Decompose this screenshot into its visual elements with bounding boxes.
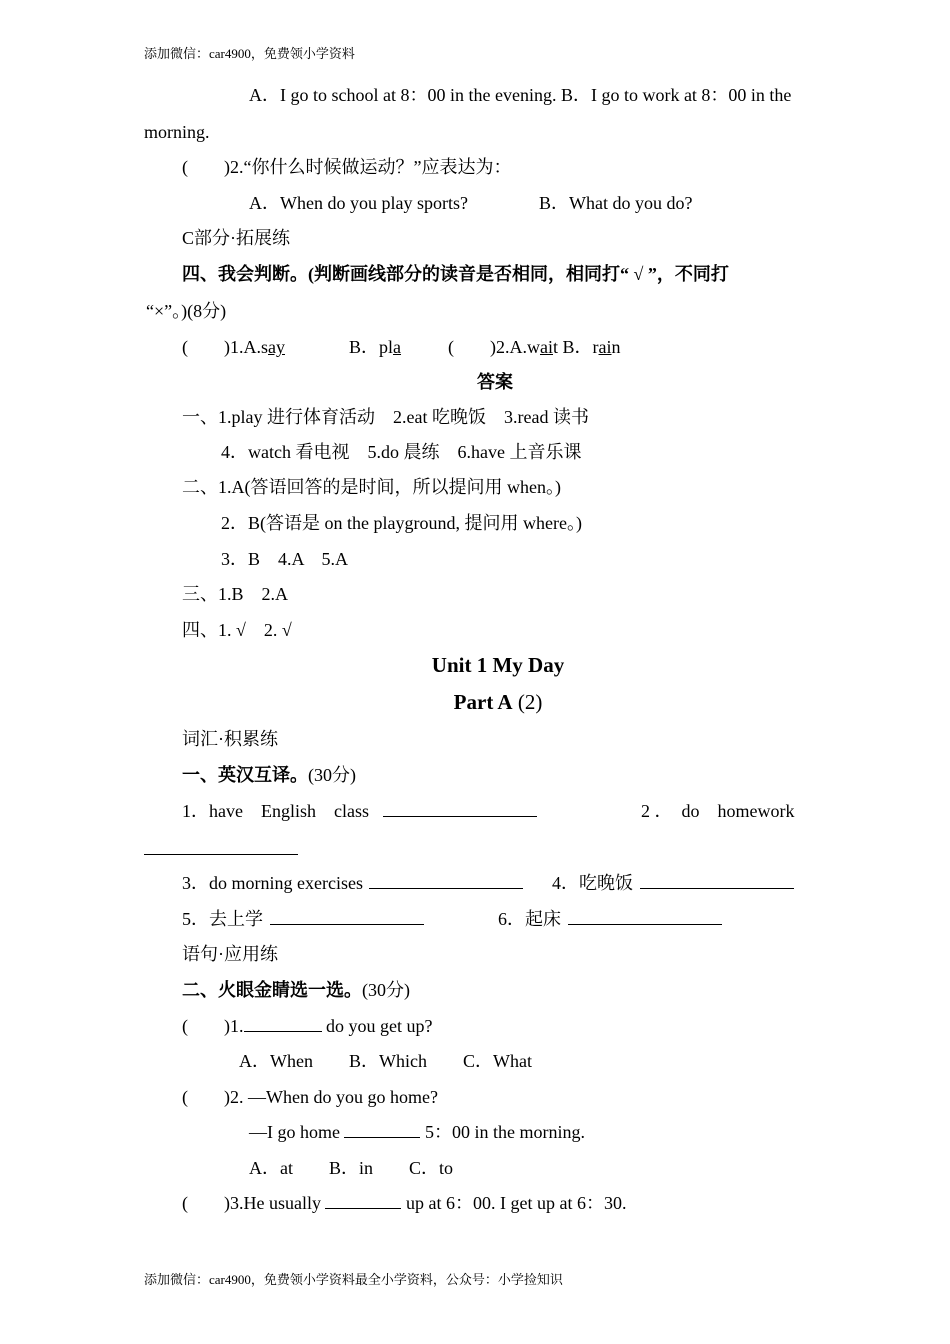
page-footer: 添加微信：car4900，免费领小学资料最全小学资料，公众号：小学捡知识 <box>144 1272 563 1287</box>
answer-blank[interactable] <box>383 800 537 817</box>
judge-title: 四、我会判断。(判断画线部分的读音是否相同，相同打“ √ ”，不同打 <box>182 264 729 284</box>
answer-blank[interactable] <box>244 1015 322 1032</box>
q1-title-text: 一、英汉互译。 <box>182 765 308 785</box>
vocab-item-5 <box>182 908 424 930</box>
judge-item-1-b <box>349 336 401 358</box>
part-number: (2) <box>512 690 543 714</box>
judge-text: ( )2.A.w <box>448 337 540 357</box>
sentence-section-heading: 语句·应用练 <box>182 944 278 964</box>
choice-item-1-options: A．When B．Which C．What <box>239 1051 532 1071</box>
prev-q1-options-cont: morning. <box>144 122 210 142</box>
choice-text: 5：00 in the morning. <box>420 1122 585 1142</box>
choice-text: ( )3.He usually <box>182 1193 326 1213</box>
underlined-letters: ai <box>540 337 553 357</box>
underlined-letters: a <box>393 337 402 357</box>
part-label: Part A <box>453 690 513 714</box>
vocab-prompt: 4．吃晚饭 <box>552 873 633 893</box>
q1-title <box>182 764 356 786</box>
underlined-letters: ai <box>598 337 612 357</box>
choice-text: ( )1. <box>182 1016 244 1036</box>
judge-title-cont: “×”。)(8分) <box>146 301 227 321</box>
choice-item-2: ( )2. —When do you go home? <box>182 1087 438 1107</box>
choice-item-2-options: A．at B．in C．to <box>249 1158 454 1178</box>
choice-text: up at 6：00. I get up at 6：30. <box>401 1193 627 1213</box>
prev-q1-options: A．I go to school at 8：00 in the evening. B．I go to work at 8：00 in the <box>249 85 792 105</box>
vocab-prompt: 5．去上学 <box>182 909 263 929</box>
answer-blank[interactable] <box>344 1121 420 1138</box>
answer-line: 3．B 4.A 5.A <box>221 549 349 569</box>
vocab-item-1 <box>182 800 537 822</box>
q2-title <box>182 979 410 1001</box>
answer-blank[interactable] <box>325 1192 401 1209</box>
prev-q2-option-a: A．When do you play sports? <box>249 193 468 213</box>
vocab-item-3 <box>182 872 523 894</box>
answer-line: 四、1. √ 2. √ <box>182 620 292 640</box>
vocab-item-2: 2 ． do homework <box>641 801 795 821</box>
choice-item-3 <box>182 1192 626 1214</box>
answer-line: 2．B(答语是 on the playground, 提问用 where。) <box>221 513 582 533</box>
prev-q2-option-b: B．What do you do? <box>539 193 693 213</box>
answer-line: 一、1.play 进行体育活动 2.eat 吃晚饭 3.read 读书 <box>182 407 589 427</box>
judge-item-2 <box>448 336 621 358</box>
vocab-prompt: 6．起床 <box>498 909 561 929</box>
answer-blank[interactable] <box>270 908 424 925</box>
vocab-item-6 <box>498 908 722 930</box>
judge-text: ( )1.A.s <box>182 337 268 357</box>
answer-blank[interactable] <box>568 908 722 925</box>
vocab-item-4 <box>552 872 794 894</box>
part-title <box>0 691 950 713</box>
vocab-item-2-blank-line <box>144 838 298 860</box>
judge-item-1-a <box>182 336 285 358</box>
choice-item-1 <box>182 1015 432 1037</box>
q2-score: (30分) <box>362 980 410 1000</box>
answer-line: 三、1.B 2.A <box>182 584 289 604</box>
judge-text: B．pl <box>349 337 394 357</box>
vocab-prompt: 1．have English class <box>182 801 369 821</box>
answers-title: 答案 <box>477 372 513 392</box>
q2-title-text: 二、火眼金睛选一选。 <box>182 980 362 1000</box>
judge-text: n <box>611 337 621 357</box>
answer-blank[interactable] <box>640 872 794 889</box>
section-c-heading: C部分·拓展练 <box>182 228 290 248</box>
answer-line: 4．watch 看电视 5.do 晨练 6.have 上音乐课 <box>221 442 582 462</box>
underlined-letters: ay <box>268 337 285 357</box>
judge-text: t B．r <box>553 337 599 357</box>
answer-blank[interactable] <box>369 872 523 889</box>
choice-text: do you get up? <box>321 1016 433 1036</box>
unit-title: Unit 1 My Day <box>431 653 565 677</box>
choice-text: —I go home <box>249 1122 345 1142</box>
answer-blank[interactable] <box>144 838 298 855</box>
vocab-section-heading: 词汇·积累练 <box>182 729 278 749</box>
prev-q2-stem: ( )2.“你什么时候做运动？”应表达为： <box>182 157 512 177</box>
page-header: 添加微信：car4900，免费领小学资料 <box>144 46 355 61</box>
answer-line: 二、1.A(答语回答的是时间，所以提问用 when。) <box>182 477 561 497</box>
vocab-prompt: 3．do morning exercises <box>182 873 363 893</box>
choice-item-2-answer <box>249 1121 585 1143</box>
q1-score: (30分) <box>308 765 356 785</box>
